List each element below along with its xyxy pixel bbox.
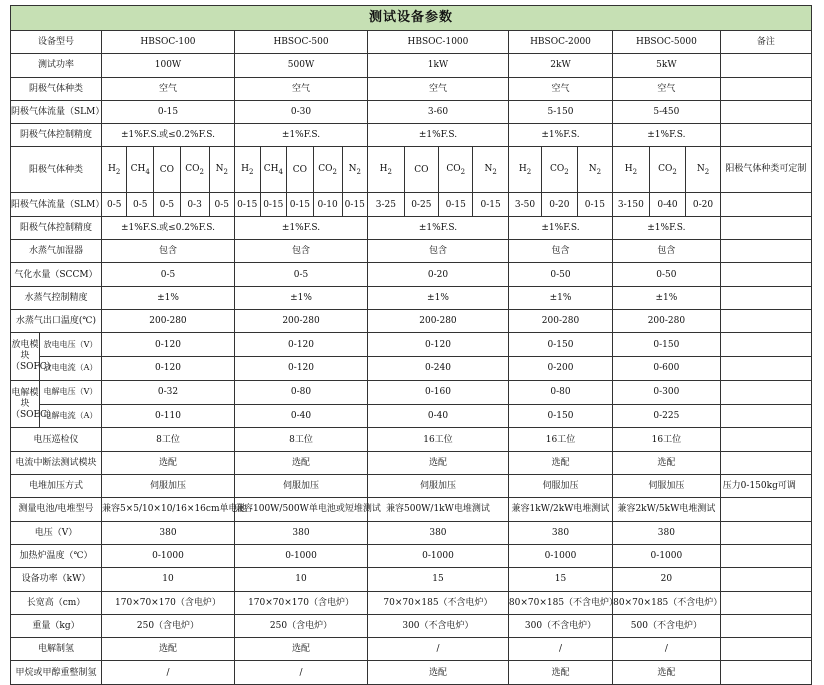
gas-subscript: 2 (460, 167, 466, 176)
row-label: 水蒸气加湿器 (11, 240, 102, 263)
note-cell (720, 54, 811, 77)
value-cell: 80×70×185（不含电炉） (613, 591, 721, 614)
flow-cell: 3-25 (368, 193, 405, 216)
flow-cell: 0-15 (235, 193, 261, 216)
flow-cell: 0-15 (473, 193, 508, 216)
gas-name: CO (159, 164, 174, 175)
value-cell: 0-120 (235, 333, 368, 357)
group-cell (11, 380, 102, 428)
row-size (11, 591, 812, 614)
flow-cell: 0-3 (180, 193, 209, 216)
flow-cell: 3-150 (613, 193, 650, 216)
value-cell: 0-150 (508, 333, 612, 357)
value-cell: 1kW (368, 54, 509, 77)
value-cell: 3-60 (368, 100, 509, 123)
row-label: 电堆加压方式 (11, 475, 102, 498)
row-label: 长宽高（cm） (11, 591, 102, 614)
gas-cell (686, 147, 720, 193)
gas-cell (649, 147, 686, 193)
flow-cell: 0-5 (101, 193, 127, 216)
value-cell: 0-1000 (508, 544, 612, 567)
row-stack (11, 498, 812, 521)
sub-label: 放电电压（V） (40, 333, 101, 356)
gas-name: N (348, 163, 357, 174)
note-cell (720, 216, 811, 239)
row-anode_flow (11, 193, 812, 216)
row-power (11, 54, 812, 77)
model-header: HBSOC-1000 (368, 31, 509, 54)
gas-cell (127, 147, 154, 193)
row-anode_acc (11, 216, 812, 239)
gas-cell (180, 147, 209, 193)
value-cell: / (101, 661, 234, 684)
row-label: 电压巡检仪 (11, 428, 102, 451)
model-header: HBSOC-2000 (508, 31, 612, 54)
value-cell: 选配 (368, 451, 509, 474)
row-anode_type (11, 147, 812, 193)
row-humidifier (11, 240, 812, 263)
note-cell (720, 498, 811, 521)
model-header: HBSOC-5000 (613, 31, 721, 54)
gas-name: CO (550, 163, 565, 174)
value-cell: 0-1000 (235, 544, 368, 567)
value-cell: 200-280 (101, 309, 234, 332)
value-cell: 0-150 (508, 404, 612, 428)
note-cell (720, 77, 811, 100)
value-cell: 0-120 (101, 333, 234, 357)
value-cell: 20 (613, 568, 721, 591)
value-cell: 10 (235, 568, 368, 591)
gas-name: CO (446, 163, 461, 174)
value-cell: ±1% (613, 286, 721, 309)
value-cell: 250（含电炉） (101, 614, 234, 637)
note-cell (720, 404, 811, 428)
gas-subscript: 2 (248, 167, 254, 176)
row-vapor_acc (11, 286, 812, 309)
value-cell: 200-280 (235, 309, 368, 332)
gas-subscript: 2 (632, 167, 638, 176)
value-cell: 380 (101, 521, 234, 544)
gas-name: CO (318, 163, 333, 174)
value-cell: 兼容2kW/5kW电堆测试 (613, 498, 721, 521)
row-label: 阴极气体控制精度 (11, 124, 102, 147)
note-cell (720, 568, 811, 591)
gas-subscript: 2 (672, 167, 677, 176)
flow-cell: 0-15 (260, 193, 287, 216)
row-soec-a (11, 404, 812, 428)
value-cell: 80×70×185（不含电炉） (508, 591, 612, 614)
value-cell: 250（含电炉） (235, 614, 368, 637)
value-cell: ±1%F.S. (508, 124, 612, 147)
value-cell: 0-1000 (613, 544, 721, 567)
value-cell: 选配 (235, 638, 368, 661)
value-cell: ±1% (508, 286, 612, 309)
row-dev_power (11, 568, 812, 591)
value-cell: 0-120 (101, 357, 234, 381)
gas-cell (542, 147, 577, 193)
value-cell: 包含 (613, 240, 721, 263)
value-cell: 选配 (508, 451, 612, 474)
gas-name: N (696, 163, 705, 174)
gas-subscript: 2 (356, 167, 361, 176)
value-cell: 兼容1kW/2kW电堆测试 (508, 498, 612, 521)
value-cell: 0-80 (235, 380, 368, 404)
value-cell: 空气 (101, 77, 234, 100)
value-cell: 5-150 (508, 100, 612, 123)
gas-name: CO (414, 164, 429, 175)
value-cell: 16工位 (613, 428, 721, 451)
value-cell: 0-5 (235, 263, 368, 286)
gas-subscript: 4 (278, 167, 283, 176)
value-cell: 0-5 (101, 263, 234, 286)
value-cell: ±1%F.S. (368, 124, 509, 147)
row-label: 设备功率（kW） (11, 568, 102, 591)
row-label: 水蒸气出口温度(℃) (11, 309, 102, 332)
gas-cell (439, 147, 473, 193)
value-cell: 0-300 (613, 380, 721, 404)
gas-cell (342, 147, 368, 193)
flow-cell: 0-5 (127, 193, 154, 216)
model-header: HBSOC-100 (101, 31, 234, 54)
value-cell: 伺服加压 (101, 475, 234, 498)
value-cell: 包含 (368, 240, 509, 263)
flow-cell: 0-25 (404, 193, 438, 216)
note-cell: 阳极气体种类可定制 (720, 147, 811, 193)
value-cell: 200-280 (368, 309, 509, 332)
value-cell: 8工位 (101, 428, 234, 451)
value-cell: 70×70×185（不含电炉） (368, 591, 509, 614)
value-cell: 16工位 (508, 428, 612, 451)
value-cell: 伺服加压 (613, 475, 721, 498)
title-row (11, 6, 812, 31)
row-label: 加热炉温度（℃） (11, 544, 102, 567)
flow-cell: 0-40 (649, 193, 686, 216)
value-cell: 0-32 (101, 380, 234, 404)
row-vapor_temp (11, 309, 812, 332)
value-cell: 170×70×170（含电炉） (101, 591, 234, 614)
value-cell: 伺服加压 (508, 475, 612, 498)
row-cathode_acc (11, 124, 812, 147)
note-cell (720, 591, 811, 614)
gas-cell (287, 147, 314, 193)
row-label: 电解制氢 (11, 638, 102, 661)
value-cell: 500（不含电炉） (613, 614, 721, 637)
group-inner-table (11, 381, 101, 428)
note-cell: 压力0-150kg可调 (720, 475, 811, 498)
value-cell: 0-600 (613, 357, 721, 381)
row-label: 水蒸气控制精度 (11, 286, 102, 309)
group-cell (11, 333, 102, 381)
gas-subscript: 2 (526, 167, 532, 176)
value-cell: 0-160 (368, 380, 509, 404)
value-cell: / (368, 638, 509, 661)
value-cell: / (235, 661, 368, 684)
gas-name: N (484, 163, 493, 174)
gas-cell (154, 147, 181, 193)
value-cell: ±1%F.S.或≤0.2%F.S. (101, 216, 234, 239)
value-cell: 0-30 (235, 100, 368, 123)
row-label: 阳极气体流量（SLM） (11, 193, 102, 216)
row-label: 气化水量（SCCM） (11, 263, 102, 286)
value-cell: ±1% (235, 286, 368, 309)
row-label: 甲烷或甲醇重整制氢 (11, 661, 102, 684)
gas-name: H (241, 163, 249, 174)
row-weight (11, 614, 812, 637)
value-cell: 0-150 (613, 333, 721, 357)
value-cell: 500W (235, 54, 368, 77)
value-cell: 0-1000 (368, 544, 509, 567)
gas-name: CH (263, 163, 279, 174)
value-cell: 包含 (508, 240, 612, 263)
note-cell (720, 100, 811, 123)
gas-cell (508, 147, 541, 193)
value-cell: 选配 (101, 638, 234, 661)
note-cell (720, 614, 811, 637)
row-vapor (11, 263, 812, 286)
note-cell (720, 286, 811, 309)
value-cell: 0-240 (368, 357, 509, 381)
value-cell: 300（不含电炉） (368, 614, 509, 637)
gas-name: CO (185, 163, 200, 174)
note-cell (720, 124, 811, 147)
note-cell (720, 380, 811, 404)
value-cell: 选配 (613, 451, 721, 474)
value-cell: ±1%F.S. (613, 124, 721, 147)
row-cathode_flow (11, 100, 812, 123)
spec-table-body (11, 6, 812, 685)
note-cell (720, 333, 811, 357)
gas-name: N (588, 163, 597, 174)
note-cell (720, 309, 811, 332)
gas-name: H (379, 163, 388, 174)
gas-cell (209, 147, 235, 193)
note-cell (720, 193, 811, 216)
value-cell: 0-120 (235, 357, 368, 381)
row-cathode_type (11, 77, 812, 100)
group-inner-table (11, 333, 101, 380)
gas-name: CO (658, 163, 673, 174)
gas-cell (260, 147, 287, 193)
group-label: 电解模块（SOEC） (11, 381, 40, 428)
gas-subscript: 2 (564, 167, 569, 176)
value-cell: 100W (101, 54, 234, 77)
gas-name: N (215, 163, 224, 174)
note-cell (720, 544, 811, 567)
value-cell: 伺服加压 (235, 475, 368, 498)
row-label: 测量电池/电堆型号 (11, 498, 102, 521)
value-cell: ±1%F.S. (508, 216, 612, 239)
note-cell (720, 661, 811, 684)
value-cell: ±1%F.S. (613, 216, 721, 239)
flow-cell: 0-20 (686, 193, 720, 216)
value-cell: 300（不含电炉） (508, 614, 612, 637)
value-cell: 2kW (508, 54, 612, 77)
gas-subscript: 2 (332, 167, 337, 176)
row-label: 阳极气体控制精度 (11, 216, 102, 239)
gas-subscript: 2 (115, 167, 121, 176)
model-row (11, 31, 812, 54)
flow-cell: 0-10 (313, 193, 342, 216)
value-cell: 伺服加压 (368, 475, 509, 498)
gas-name: H (108, 163, 116, 174)
flow-cell: 0-15 (439, 193, 473, 216)
gas-cell (473, 147, 508, 193)
value-cell: 10 (101, 568, 234, 591)
gas-subscript: 2 (704, 167, 710, 176)
value-cell: / (613, 638, 721, 661)
gas-cell (313, 147, 342, 193)
value-cell: 15 (508, 568, 612, 591)
value-cell: 16工位 (368, 428, 509, 451)
flow-cell: 0-15 (287, 193, 314, 216)
gas-subscript: 2 (387, 167, 392, 176)
gas-subscript: 2 (596, 167, 602, 176)
value-cell: 0-20 (368, 263, 509, 286)
row-press (11, 475, 812, 498)
value-cell: 兼容5×5/10×10/16×16cm单电池 (101, 498, 234, 521)
value-cell: 选配 (235, 451, 368, 474)
flow-cell: 0-5 (154, 193, 181, 216)
gas-name: H (624, 163, 633, 174)
gas-subscript: 2 (199, 167, 204, 176)
value-cell: 包含 (101, 240, 234, 263)
gas-cell (613, 147, 650, 193)
value-cell: 0-50 (613, 263, 721, 286)
gas-subscript: 4 (145, 167, 150, 176)
sub-label: 电解电流（A） (43, 411, 98, 421)
sub-label: 放电电流（A） (43, 363, 98, 373)
value-cell: 选配 (368, 661, 509, 684)
row-label: 电压（V） (11, 521, 102, 544)
row-label: 设备型号 (11, 31, 102, 54)
value-cell: 0-40 (235, 404, 368, 428)
value-cell: / (508, 638, 612, 661)
value-cell: 选配 (613, 661, 721, 684)
value-cell: 0-40 (368, 404, 509, 428)
spec-table (10, 5, 812, 685)
value-cell: 0-50 (508, 263, 612, 286)
row-sofc-a (11, 357, 812, 381)
row-sofc-v (11, 333, 812, 357)
gas-subscript: 2 (492, 167, 497, 176)
row-patrol (11, 428, 812, 451)
gas-cell (404, 147, 438, 193)
gas-name: CH (130, 163, 146, 174)
value-cell: 空气 (613, 77, 721, 100)
value-cell: 0-15 (101, 100, 234, 123)
value-cell: 0-1000 (101, 544, 234, 567)
note-cell (720, 263, 811, 286)
note-cell (720, 357, 811, 381)
value-cell: 兼容500W/1kW电堆测试 (368, 498, 509, 521)
row-reform (11, 661, 812, 684)
value-cell: 空气 (508, 77, 612, 100)
value-cell: 380 (613, 521, 721, 544)
value-cell: 0-120 (368, 333, 509, 357)
flow-cell: 0-15 (342, 193, 368, 216)
value-cell: 0-80 (508, 380, 612, 404)
gas-cell (235, 147, 261, 193)
value-cell: 0-225 (613, 404, 721, 428)
value-cell: 380 (368, 521, 509, 544)
value-cell: 200-280 (613, 309, 721, 332)
group-label: 放电模块（SOFC） (11, 333, 40, 380)
value-cell: 选配 (508, 661, 612, 684)
row-voltage (11, 521, 812, 544)
row-label: 重量（kg） (11, 614, 102, 637)
gas-cell (101, 147, 127, 193)
sub-label: 电解电压（V） (40, 381, 101, 404)
value-cell: 兼容100W/500W单电池或短堆测试 (235, 498, 368, 521)
row-electro_h2 (11, 638, 812, 661)
value-cell: 8工位 (235, 428, 368, 451)
row-label: 测试功率 (11, 54, 102, 77)
value-cell: 15 (368, 568, 509, 591)
value-cell: 170×70×170（含电炉） (235, 591, 368, 614)
row-label: 电流中断法测试模块 (11, 451, 102, 474)
row-interrupt (11, 451, 812, 474)
flow-cell: 0-5 (209, 193, 235, 216)
model-header: HBSOC-500 (235, 31, 368, 54)
note-cell (720, 428, 811, 451)
flow-cell: 0-15 (577, 193, 612, 216)
spec-sheet (10, 5, 812, 685)
value-cell: 5-450 (613, 100, 721, 123)
value-cell: 5kW (613, 54, 721, 77)
note-cell (720, 240, 811, 263)
value-cell: 包含 (235, 240, 368, 263)
row-label: 阳极气体种类 (11, 147, 102, 193)
value-cell: 空气 (235, 77, 368, 100)
value-cell: 380 (235, 521, 368, 544)
gas-cell (368, 147, 405, 193)
value-cell: 0-110 (101, 404, 234, 428)
inner-row (11, 381, 101, 404)
flow-cell: 0-20 (542, 193, 577, 216)
row-soec-v (11, 380, 812, 404)
gas-name: CO (292, 164, 308, 175)
value-cell: 选配 (101, 451, 234, 474)
value-cell: ±1%F.S. (368, 216, 509, 239)
note-cell (720, 451, 811, 474)
value-cell: 380 (508, 521, 612, 544)
value-cell: ±1%F.S.或≤0.2%F.S. (101, 124, 234, 147)
row-label: 阴极气体种类 (11, 77, 102, 100)
value-cell: ±1% (368, 286, 509, 309)
note-cell (720, 521, 811, 544)
page-title: 测试设备参数 (11, 6, 812, 31)
flow-cell: 3-50 (508, 193, 541, 216)
value-cell: ±1%F.S. (235, 124, 368, 147)
inner-row (11, 333, 101, 356)
row-label: 阴极气体流量（SLM） (11, 100, 102, 123)
value-cell: ±1% (101, 286, 234, 309)
value-cell: 0-200 (508, 357, 612, 381)
row-furnace (11, 544, 812, 567)
value-cell: 空气 (368, 77, 509, 100)
value-cell: ±1%F.S. (235, 216, 368, 239)
gas-name: H (518, 163, 527, 174)
gas-cell (577, 147, 612, 193)
gas-subscript: 2 (223, 167, 228, 176)
note-cell: 备注 (720, 31, 811, 54)
note-cell (720, 638, 811, 661)
value-cell: 200-280 (508, 309, 612, 332)
